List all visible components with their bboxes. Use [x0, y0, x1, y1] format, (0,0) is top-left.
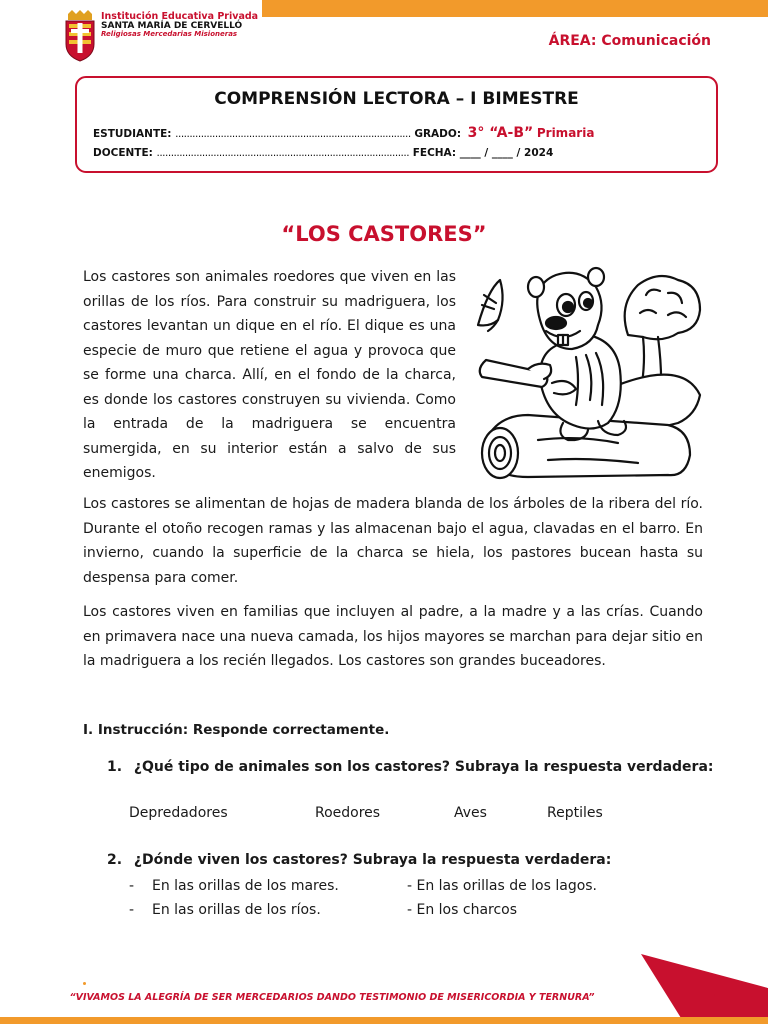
question-2-text: ¿Dónde viven los castores? Subraya la respuesta verdadera: [133, 852, 612, 868]
grado-level: Primaria [536, 126, 595, 140]
question-2-number: 2. [107, 852, 123, 868]
footer-corner-shape [641, 954, 768, 1018]
question-2 [107, 852, 611, 868]
q2-option-mares[interactable]: En las orillas de los mares. [152, 878, 339, 894]
reading-paragraph-1: Los castores son animales roedores que viven en las orillas de los ríos. Para construir su madriguera, los castores levantan un dique en el río. El dique es una especie de muro que retiene el agua y provoca que se forme una charca. Allí, en el fondo de la charca, es donde los castores construyen su vivienda. Como la entrada de la madriguera se encuentra sumergida, en su interior están a salvo de sus enemigos. [83, 269, 456, 481]
q1-option-depredadores[interactable]: Depredadores [129, 805, 228, 821]
q2-dash-2: - [129, 902, 135, 918]
beaver-illustration [468, 265, 704, 493]
school-logo [64, 10, 258, 62]
q1-option-reptiles[interactable]: Reptiles [547, 805, 603, 821]
reading-paragraph-3: Los castores viven en familias que incluyen al padre, a la madre y a las crías. Cuando en primavera nace una nueva camada, los hijos mayores se marchan para dejar sitio en la madriguera a los recién llegados. Los castores son grandes buceadores. [83, 604, 703, 669]
question-1-number: 1. [107, 759, 123, 775]
reading-title: “LOS CASTORES” [281, 222, 487, 246]
instruction-heading: I. Instrucción: Responde correctamente. [83, 722, 390, 738]
footer-orange-band [0, 1017, 768, 1024]
student-name-blank: ................................................................................... [175, 128, 411, 140]
q1-option-aves[interactable]: Aves [454, 805, 487, 821]
q2-option-lagos[interactable]: - En las orillas de los lagos. [407, 878, 598, 894]
q2-dash-1: - [129, 878, 135, 894]
school-name: SANTA MARÍA DE CERVELLÓ [101, 20, 243, 31]
teacher-row [93, 147, 553, 159]
teacher-name-blank: ......................................................................................... [156, 147, 410, 159]
grado-value: 3° “A-B” [467, 125, 534, 141]
school-congregation: Religiosas Mercedarias Misioneras [101, 30, 238, 39]
q1-option-roedores[interactable]: Roedores [315, 805, 381, 821]
teacher-label: DOCENTE: [93, 147, 153, 159]
question-1-text: ¿Qué tipo de animales son los castores? Subraya la respuesta verdadera: [133, 759, 714, 775]
grado-label: GRADO: [414, 128, 462, 140]
reading-paragraph-2: Los castores se alimentan de hojas de madera blanda de los árboles de la ribera del río. Durante el otoño recogen ramas y las almacenan bajo el agua, clavadas en el barro. En invierno, cuando la superficie de la charca se hiela, los pastores bucean hasta su despensa para comer. [83, 496, 703, 586]
student-row [93, 125, 594, 141]
school-crest-icon [64, 10, 96, 62]
q2-option-charcos[interactable]: - En los charcos [407, 902, 518, 918]
worksheet-header-box [75, 76, 718, 173]
subject-area: ÁREA: Comunicación [548, 33, 711, 49]
fecha-label: FECHA: [412, 147, 457, 159]
student-label: ESTUDIANTE: [93, 128, 172, 140]
footer-motto: “VIVAMOS LA ALEGRÍA DE SER MERCEDARIOS DANDO TESTIMONIO DE MISERICORDIA Y TERNURA” [69, 992, 595, 1003]
school-type: Institución Educativa Privada [101, 11, 259, 22]
page-number: 1 [713, 992, 721, 1005]
footer-dot [83, 982, 86, 985]
top-orange-band [262, 0, 768, 17]
worksheet-title: COMPRENSIÓN LECTORA – I BIMESTRE [214, 89, 579, 109]
q2-option-rios[interactable]: En las orillas de los ríos. [152, 902, 321, 918]
question-1 [107, 759, 714, 775]
fecha-value: ____ / ____ / 2024 [459, 147, 554, 159]
